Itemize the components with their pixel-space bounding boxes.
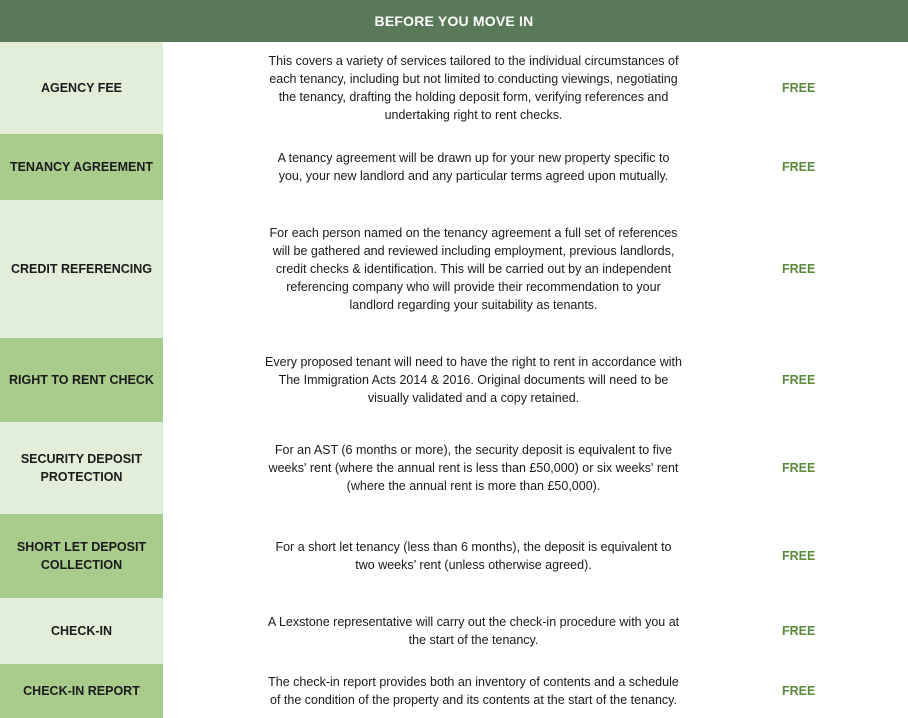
row-description: This covers a variety of services tailored to the individual circumstances of each tenancy, including but not limited to conducting viewings, negotiating the tenancy, drafting the holding deposit form, verifying references and undertaking right to rent checks. [268, 54, 679, 122]
table-row-tenancy-agreement [0, 134, 908, 200]
row-label: CHECK-IN [0, 598, 163, 664]
row-description: For an AST (6 months or more), the security deposit is equivalent to five weeks' rent (where the annual rent is less than £50,000) or six weeks' rent (where the annual rent is more than £50,000). [268, 443, 679, 493]
row-price: FREE [782, 549, 816, 563]
row-price: FREE [782, 684, 816, 698]
row-price: FREE [782, 81, 816, 95]
row-description: For each person named on the tenancy agreement a full set of references will be gathered and reviewed including employment, previous landlords, credit checks & identification. This will be carried out by an independent referencing company who will provide their recommendation to your landlord regarding your suitability as tenants. [269, 226, 678, 312]
row-description: For a short let tenancy (less than 6 months), the deposit is equivalent to two weeks’ rent (unless otherwise agreed). [275, 540, 672, 572]
row-price: FREE [782, 624, 816, 638]
table-row-security-deposit [0, 422, 908, 514]
table-row-check-in [0, 598, 908, 664]
table-row-short-let-deposit [0, 514, 908, 598]
table-title: BEFORE YOU MOVE IN [374, 13, 534, 29]
row-label: RIGHT TO RENT CHECK [0, 338, 163, 422]
row-label: CREDIT REFERENCING [0, 200, 163, 338]
table-row-check-in-report [0, 664, 908, 718]
table-row-agency-fee [0, 42, 908, 134]
table-row-right-to-rent [0, 338, 908, 422]
row-price: FREE [782, 262, 816, 276]
row-label: SECURITY DEPOSIT PROTECTION [0, 422, 163, 514]
row-label: SHORT LET DEPOSIT COLLECTION [0, 514, 163, 598]
row-label: TENANCY AGREEMENT [0, 134, 163, 200]
row-price: FREE [782, 160, 816, 174]
table-header [0, 0, 908, 42]
row-price: FREE [782, 373, 816, 387]
row-description: A tenancy agreement will be drawn up for your new property specific to you, your new landlord and any particular terms agreed upon mutually. [277, 151, 670, 183]
row-label: AGENCY FEE [0, 42, 163, 134]
row-description: Every proposed tenant will need to have the right to rent in accordance with The Immigration Acts 2014 & 2016. Original documents will need to be visually validated and a copy retained. [265, 355, 682, 405]
row-price: FREE [782, 461, 816, 475]
table-row-credit-referencing [0, 200, 908, 338]
row-description: A Lexstone representative will carry out the check-in procedure with you at the start of the tenancy. [267, 615, 680, 647]
row-label: CHECK-IN REPORT [0, 664, 163, 718]
row-description: The check-in report provides both an inventory of contents and a schedule of the condition of the property and its contents at the start of the tenancy. [268, 675, 679, 707]
